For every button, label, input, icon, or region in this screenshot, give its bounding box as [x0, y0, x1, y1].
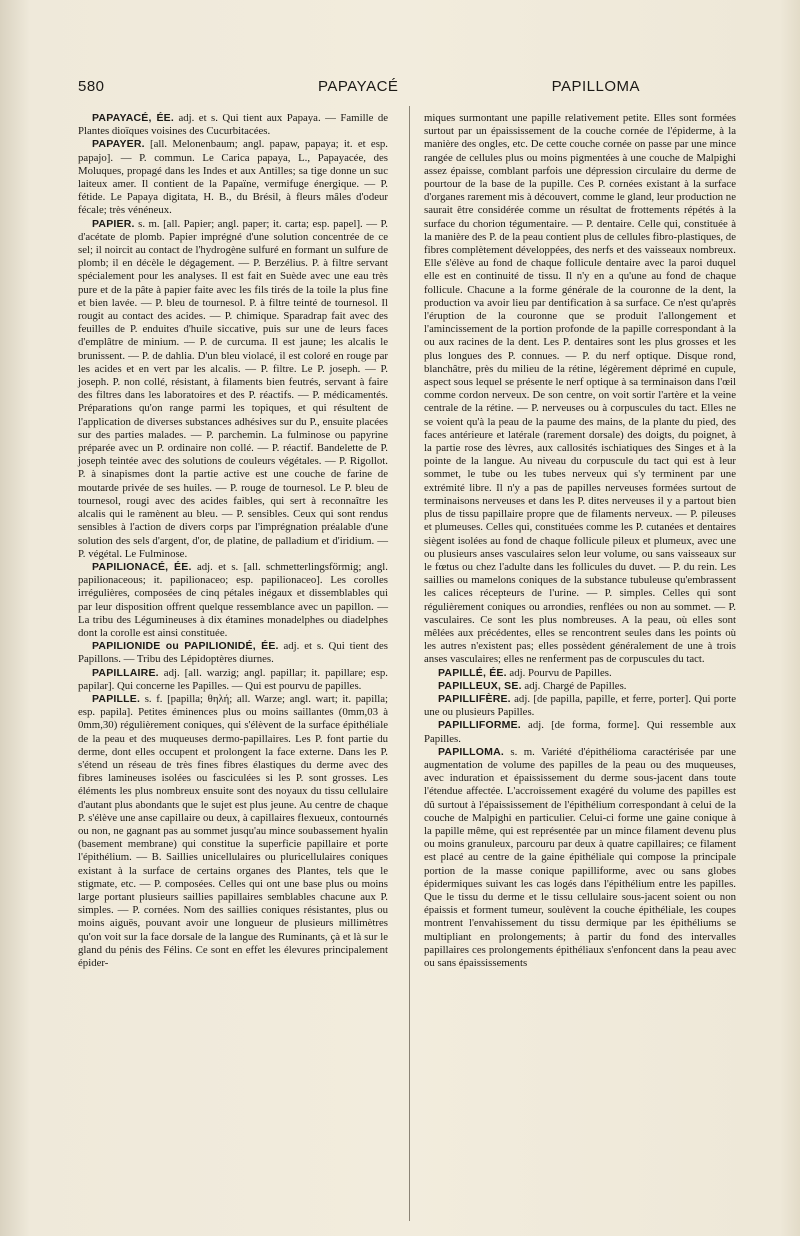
dictionary-entry: [78, 138, 388, 217]
dictionary-entry: [78, 112, 388, 138]
entry-text: adj. [de forma, forme]. Qui ressemble aux Papilles.: [424, 719, 736, 745]
entry-headword: PAPAYER.: [92, 138, 145, 151]
entry-text: adj. et s. Qui tient aux Papaya. — Famille de Plantes dioïques voisines des Cucurbitacées.: [78, 112, 389, 138]
entry-text: s. f. [papilla; θηλή; all. Warze; angl. wart; it. papilla; esp. papila]. Petites éminences plus ou moins saillantes (0mm,03 à 0mm,30) régulièrement coniques, qui s'élèvent de la surface épithéliale de la peau et des muqueuses dermo-papillaires. Les P. font partie du derme, dont elles occupent et prolongent la face externe. Dans les P. s'étend un réseau de très fines fibres élastiques du derme avec des fibres lamineuses isolées ou fasciculées si les P. sont grosses. Les éléments les plus nombreux ensuite sont des noyaux du tissu cellulaire d'autant plus abondants que le sujet est plus jeune. Au centre de chaque P. s'élève une anse capillaire ou deux, à capillaires flexueux, contournés ou non, ne gagnant pas au sommet jusqu'au mince soubassement hyalin (basement membrane) qui constitue la superficie papillaire et porte l'épithélium. — B. Saillies unicellulaires ou pluricellulaires coniques existant à la surface de certains organes des Plantes, tels que le stigmate, etc. — P. composées. Celles qui ont une base plus ou moins large portant plusieurs saillies papillaires semblables chacune aux P. simples. — P. cornées. Nom des saillies coniques résistantes, plus ou moins aiguës, pouvant avoir une longueur de plusieurs millimètres qu'on voit sur la face dorsale de la langue des Ruminants, çà et là sur le gland du pénis des Félins. Ce sont en effet les élevures principalement épider-: [78, 692, 388, 969]
dictionary-entry: [78, 693, 388, 970]
entry-headword: PAPILLAIRE.: [92, 666, 159, 679]
entry-headword: PAPILLEUX, SE.: [438, 679, 522, 692]
entry-headword: PAPILLIFÈRE.: [438, 692, 511, 705]
entry-text: [all. Melonenbaum; angl. papaw, papaya; it. et esp. papajo]. — P. commun. Le Carica papaya, L., Papayacée, des Moluques, propagé dans les Indes et aux Antilles; sa tige donne un suc laiteux amer. Il contient de la Papaïne, vermifuge énergique. — P. fétide. Le Papaya digitata, H. B., du Brésil, à fleurs mâles d'odeur fécale; très vénéneux.: [78, 138, 389, 217]
left-column: [78, 112, 388, 970]
column-divider: [409, 106, 410, 1221]
dictionary-entry-continued: [424, 112, 736, 667]
dictionary-entry: [424, 693, 736, 719]
entry-text: adj. et s. [all. schmetterlingsförmig; angl. papilionaceous; it. papilionaceo; esp. papilionaceo]. Les corolles irrégulières, composées de cinq pétales inégaux et dissemblables qui par leur disposition offrent quelque ressemblance avec un papillon. — La tribu des Légumineuses à dix étamines monadelphes ou diadelphes dont la corolle est ainsi constituée.: [78, 560, 389, 639]
entry-headword: PAPILIONIDE ou PAPILIONIDÉ, ÉE.: [92, 640, 279, 653]
entry-headword: PAPILLOMA.: [438, 745, 504, 758]
entry-text: adj. [de papilla, papille, et ferre, porter]. Qui porte une ou plusieurs Papilles.: [424, 692, 736, 719]
dictionary-entry: [78, 640, 388, 666]
entry-headword: PAPILLE.: [92, 692, 141, 705]
entry-headword: PAPILLÉ, ÉE.: [438, 666, 507, 679]
entry-text: s. m. [all. Papier; angl. paper; it. carta; esp. papel]. — P. d'acétate de plomb. Papier imprégné d'une solution concentrée de ce sel; il noircit au contact de l'hydrogène sulfuré en formant un sulfure de plomb; il en décèle le dégagement. — P. Berzélius. P. à filtre servant spécialement pour les analyses. Il est fait en Suède avec une eau très pure et de la pâte à papier faite avec les fils tirés de la toile la plus fine et bien lavée. — P. bleu de tournesol. P. à filtre teinté de tournesol. Il rougit au contact des acides. — P. chimique. Sparadrap fait avec des feuilles de P. enduites d'huile siccative, puis sur une de leurs faces d'emplâtre de minium. — P. de curcuma. Il est jaune; les alcalis le brunissent. — P. de dahlia. D'un bleu violacé, il est coloré en rouge par les acides et en vert par les alcalis. — P. filtre. Le P. joseph. — P. joseph. P. non collé, résistant, à filaments bien feutrés, servant à faire des filtres dans les laboratoires et des P. réactifs. — P. médicamentés. Préparations qu'on range parmi les topiques, et qui résultent de l'application de diverses substances adhésives sur du P., ensuite placées sur des parties malades. — P. parchemin. La fulminose ou papyrine préparée avec un P. ordinaire non collé. — P. réactif. Bandelette de P. joseph teintée avec des solutions de couleurs végétales. — P. Rigollot. P. à sinapismes dont la partie active est une couche de farine de moutarde privée de ses huiles. — P. rouge de tournesol. Le P. bleu de tournesol, rougi avec des acides faibles, qui sert à reconnaître les alcalis qui le ramènent au bleu. — P. sensibles. Ceux qui sont rendus sensibles à l'action de divers corps par l'imprégnation préalable d'une solution des sels d'argent, d'or, de platine, de palladium et d'iridium. — P. végétal. Le Fulminose.: [78, 217, 388, 560]
running-header: [78, 78, 760, 102]
entry-text: adj. Pourvu de Papilles.: [509, 666, 612, 679]
dictionary-entry: [78, 667, 388, 693]
page-number: 580: [78, 78, 105, 95]
dictionary-entry: [424, 680, 736, 693]
entry-text: s. m. Variété d'épithélioma caractérisée par une augmentation de volume des papilles de la peau ou des muqueuses, avec induration et épaississement du derme sous-jacent dans toute l'étendue affectée. L'accroissement exagéré du volume des papilles est dû surtout à l'épaississement de l'épithélium correspondant à celui de la couche de Malpighi en particulier. Celui-ci forme une gaine conique à la papille même, qui est représentée par un mince filament devenu plus ou moins granuleux, parcouru par deux à quatre capillaires; ce filament est placé au centre de la gaine épithéliale qui compose la principale portion de la masse conique papilliforme, avec ou sans globes épidermiques suivant les cas logés dans l'épithélium entre les papilles. Que le tissu du derme et le tissu cellulaire sous-jacent soient ou non épaissis et forment tumeur, soulèvent la couche épithéliale, les coupes montrent l'envahissement du tissu dermique par les épithéliums se multipliant en prolongements; à partir du fond des intervalles papillaires ces prolongements épithéliaux s'enfoncent dans la peau avec ou sans épaississements: [424, 745, 736, 969]
dictionary-entry: [424, 667, 736, 680]
dictionary-entry: [78, 218, 388, 561]
entry-text: adj. Chargé de Papilles.: [524, 679, 627, 692]
entry-text: adj. [all. warzig; angl. papillar; it. papillare; esp. papilar]. Qui concerne les Papilles. — Qui est pourvu de papilles.: [78, 666, 388, 692]
dictionary-entry: [424, 719, 736, 745]
entry-headword: PAPIER.: [92, 217, 135, 230]
header-right-title: PAPILLOMA: [551, 78, 640, 95]
entry-text: adj. et s. Qui tient des Papillons. — Tribu des Lépidoptères diurnes.: [78, 640, 389, 666]
entry-headword: PAPAYACÉ, ÉE.: [92, 112, 174, 124]
entry-headword: PAPILIONACÉ, ÉE.: [92, 560, 192, 573]
right-column: [424, 112, 736, 970]
entry-text: miques surmontant une papille relativement petite. Elles sont formées surtout par un épaississement de la couche cornée de l'épiderme, à la manière des ongles, etc. De cette couche cornée on passe par une mince rangée de cellules plus ou moins pigmentées à une couche de Malpighi assez épaisse, comblant parfois une dépression circulaire du derme de pourtour de la base de la pupille. Ces P. cornées existant à la surface d'organes rarement mis à découvert, comme le gland, leur production ne saurait être considérée comme un résultat de frottements répétés à la surface du chorion tégumentaire. — P. dentaire. Celle qui, constituée à la manière des P. de la peau contient plus de cellules fibro-plastiques, de fibres complètement développées, des nerfs et des vaisseaux nombreux. Elle s'élève au fond de chaque follicule dentaire avec la paroi duquel elle est en continuité de tissu. Il n'y en a qu'une au fond de chaque follicule. Chacune a la forme générale de la couronne de la dent, la production va avoir lieu par dentification à sa surface. Ce n'est qu'après l'éruption de la couronne que se produit l'allongement et l'amincissement de la portion profonde de la papille correspondant à la ou aux racines de la dent. Les P. dentaires sont les plus grosses et les plus longues des P. connues. — P. du nerf optique. Disque rond, blanchâtre, près du milieu de la rétine, légèrement déprimé en cupule, aspect sous lequel se présente le nerf optique à sa terminaison dans l'œil comme cordon nerveux. De son centre, on voit sortir l'artère et la veine centrale de la rétine. — P. nerveuses ou à corpuscules du tact. Elles ne se voient qu'à la peau de la paume des mains, de la plante du pied, des faces antérieure et latérale (rarement dorsale) des doigts, du poignet, à la partie rose des lèvres, aux callosités ischiatiques des Singes et à la pointe de la langue. Au niveau du corpuscule du tact qui est à leur sommet, le tube ou les tubes nerveux qui s'y terminent par une extrémité libre. Il n'y a pas de papilles nerveuses formées surtout de terminaisons nerveuses et dans les P. dites nerveuses il y a partout bien plus de tissu papillaire propre que de filaments nerveux. — P. pileuses et plumeuses. Celles qui, constituées comme les P. cutanées et dentaires siègent isolées au fond de chaque follicule pileux et plumeux, avec une ou plusieurs anses vasculaires selon leur volume, ou sans vaisseaux sur le fœtus ou chez l'adulte dans les follicules du duvet. — P. du rein. Les saillies ou mamelons coniques de la substance tubuleuse qu'embrassent les calices récepteurs de l'urine. — P. simples. Celles qui sont régulièrement coniques ou arrondies, renflées ou non au sommet. — P. vasculaires. Ce sont les plus nombreuses. A la peau, où elles sont mêlées aux précédentes, elles se rencontrent seules dans les points où les autres n'existent pas; elles possèdent généralement de une à trois anses vasculaires; elles ne renferment pas de corpuscules du tact.: [424, 112, 736, 666]
header-left-title: PAPAYACÉ: [318, 78, 399, 95]
entry-headword: PAPILLIFORME.: [438, 719, 521, 732]
dictionary-entry: [424, 746, 736, 970]
dictionary-entry: [78, 561, 388, 640]
